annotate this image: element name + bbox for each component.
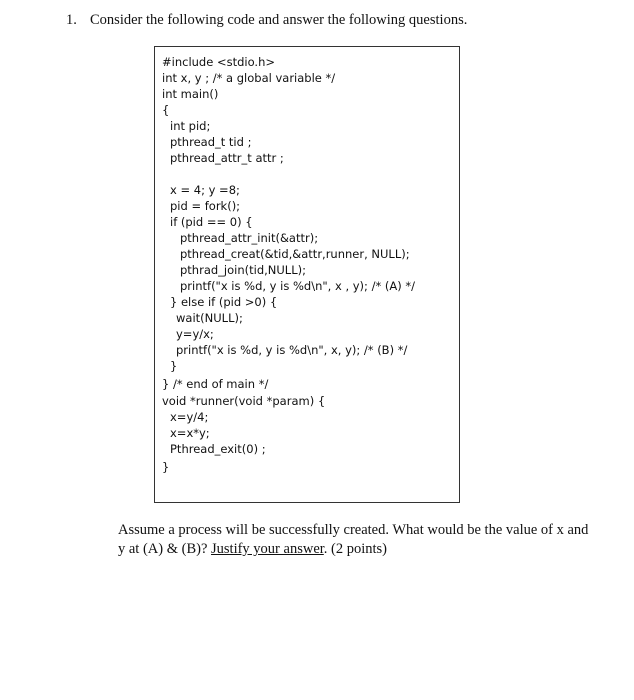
- code-line: wait(NULL);: [176, 311, 243, 325]
- code-line: } else if (pid >0) {: [170, 295, 278, 309]
- code-line: #include <stdio.h>: [162, 55, 276, 69]
- code-line: int main(): [162, 87, 219, 101]
- code-line: pthread_creat(&tid,&attr,runner, NULL);: [180, 247, 410, 261]
- answer-text: Assume a process will be successfully created. What would be the value of x and y at (A) & (B)?: [118, 522, 589, 557]
- code-line: pthread_attr_t attr ;: [170, 151, 284, 165]
- code-line: pthread_attr_init(&attr);: [180, 231, 319, 245]
- code-line: }: [162, 460, 170, 474]
- code-line: Pthread_exit(0) ;: [170, 442, 266, 456]
- question-number: 1.: [66, 12, 77, 28]
- answer-prompt: [118, 521, 598, 559]
- answer-points: . (2 points): [323, 541, 388, 557]
- code-line: x = 4; y =8;: [170, 183, 240, 197]
- code-line: }: [170, 359, 178, 373]
- question-heading: [66, 12, 467, 29]
- code-line: void *runner(void *param) {: [162, 394, 326, 408]
- question-text: Consider the following code and answer the following questions.: [90, 12, 468, 28]
- code-line: int x, y ; /* a global variable */: [162, 71, 336, 85]
- code-line: pthread_t tid ;: [170, 135, 252, 149]
- answer-underlined: Justify your answer: [211, 541, 324, 557]
- code-line: x=x*y;: [170, 426, 210, 440]
- code-line: x=y/4;: [170, 410, 209, 424]
- code-line: {: [162, 103, 170, 117]
- code-line: pid = fork();: [170, 199, 241, 213]
- code-line: int pid;: [170, 119, 211, 133]
- code-line: printf("x is %d, y is %d\n", x, y); /* (B) */: [176, 343, 408, 357]
- code-line: y=y/x;: [176, 327, 214, 341]
- code-line: if (pid == 0) {: [170, 215, 253, 229]
- code-line: } /* end of main */: [162, 377, 269, 391]
- code-line: printf("x is %d, y is %d\n", x , y); /* (A) */: [180, 279, 415, 293]
- code-line: pthrad_join(tid,NULL);: [180, 263, 306, 277]
